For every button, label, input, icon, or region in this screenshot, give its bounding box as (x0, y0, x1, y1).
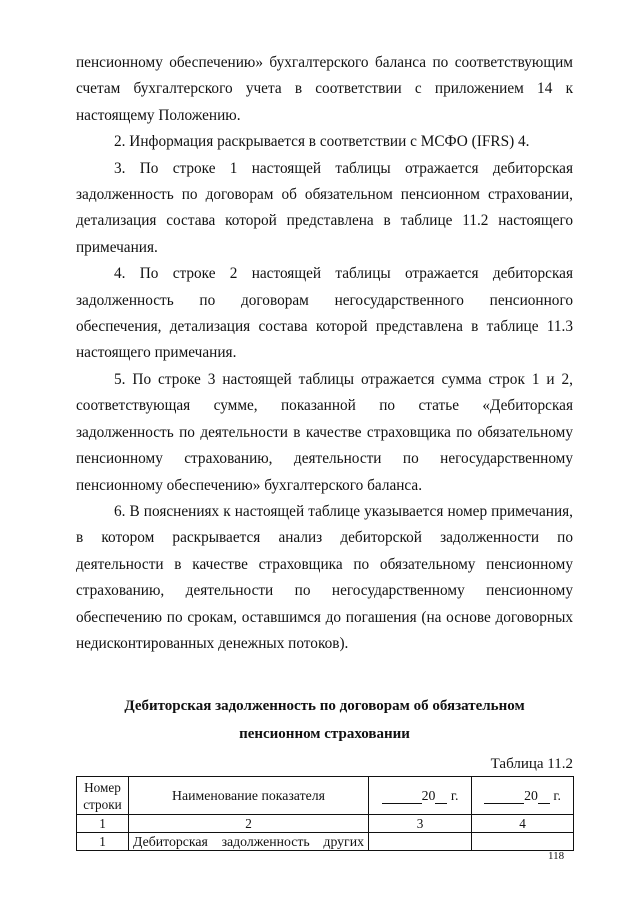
paragraph: 3. По строке 1 настоящей таблицы отражается дебиторская задолженность по договорам об обязательном пенсионном страховании, детализация состава которой представлена в таблице 11.2 настоящего примечания. (76, 159, 573, 256)
table-row (77, 833, 574, 851)
column-number: 2 (129, 815, 369, 833)
table-title-line-1: Дебиторская задолженность по договорам об обязательном (124, 698, 525, 715)
blank-line (435, 803, 447, 804)
column-number: 1 (77, 815, 129, 833)
data-table (76, 776, 574, 851)
body-text (76, 50, 573, 657)
header-indicator-name: Наименование показателя (129, 777, 369, 815)
blank-line (484, 803, 524, 804)
row-name: Дебиторская задолженность других (129, 833, 369, 851)
paragraph: пенсионному обеспечению» бухгалтерского баланса по соответствующим счетам бухгалтерского учета в соответствии с приложением 14 к настоящему Положению. (76, 54, 573, 124)
spacer (76, 657, 573, 692)
table-header-row (77, 777, 574, 815)
row-value-2 (472, 833, 574, 851)
paragraph: 4. По строке 2 настоящей таблицы отражается дебиторская задолженность по договорам негосударственного пенсионного обеспечения, детализация состава которой представлена в таблице 11.3 настоящего примечания. (76, 265, 573, 362)
table-label: Таблица 11.2 (490, 756, 573, 773)
year-suffix: г. (553, 788, 561, 804)
column-number: 3 (369, 815, 472, 833)
row-value-1 (369, 833, 472, 851)
header-period-1 (369, 777, 472, 815)
year-prefix: 20 (421, 788, 436, 804)
blank-line (538, 803, 550, 804)
year-suffix: г. (450, 788, 459, 804)
paragraph: 5. По строке 3 настоящей таблицы отражается сумма строк 1 и 2, соответствующая сумме, показанной по статье «Дебиторская задолженность по деятельности в качестве страховщика по обязательному пенсионному страхованию, деятельности по негосударственному пенсионному обеспечению» бухгалтерского баланса. (76, 370, 573, 494)
header-period-2 (472, 777, 574, 815)
page-number: 118 (548, 850, 565, 862)
paragraph: 6. В пояснениях к настоящей таблице указывается номер примечания, в котором раскрывается анализ дебиторской задолженности по деятельности в качестве страховщика по обязательному пенсионному страхованию, деятельности по негосударственному пенсионному обеспечению по срокам, оставшимся до погашения (на основе договорных недисконтированных денежных потоков). (76, 502, 573, 652)
column-number: 4 (472, 815, 574, 833)
document-page (76, 50, 573, 851)
row-number: 1 (77, 833, 129, 851)
header-row-number: Номер строки (77, 777, 129, 815)
table-number-row (77, 815, 574, 833)
year-prefix: 20 (524, 788, 538, 804)
table-title-line-2: пенсионном страховании (239, 726, 410, 743)
blank-line (382, 803, 422, 804)
paragraph: 2. Информация раскрывается в соответствии с МСФО (IFRS) 4. (114, 133, 530, 151)
